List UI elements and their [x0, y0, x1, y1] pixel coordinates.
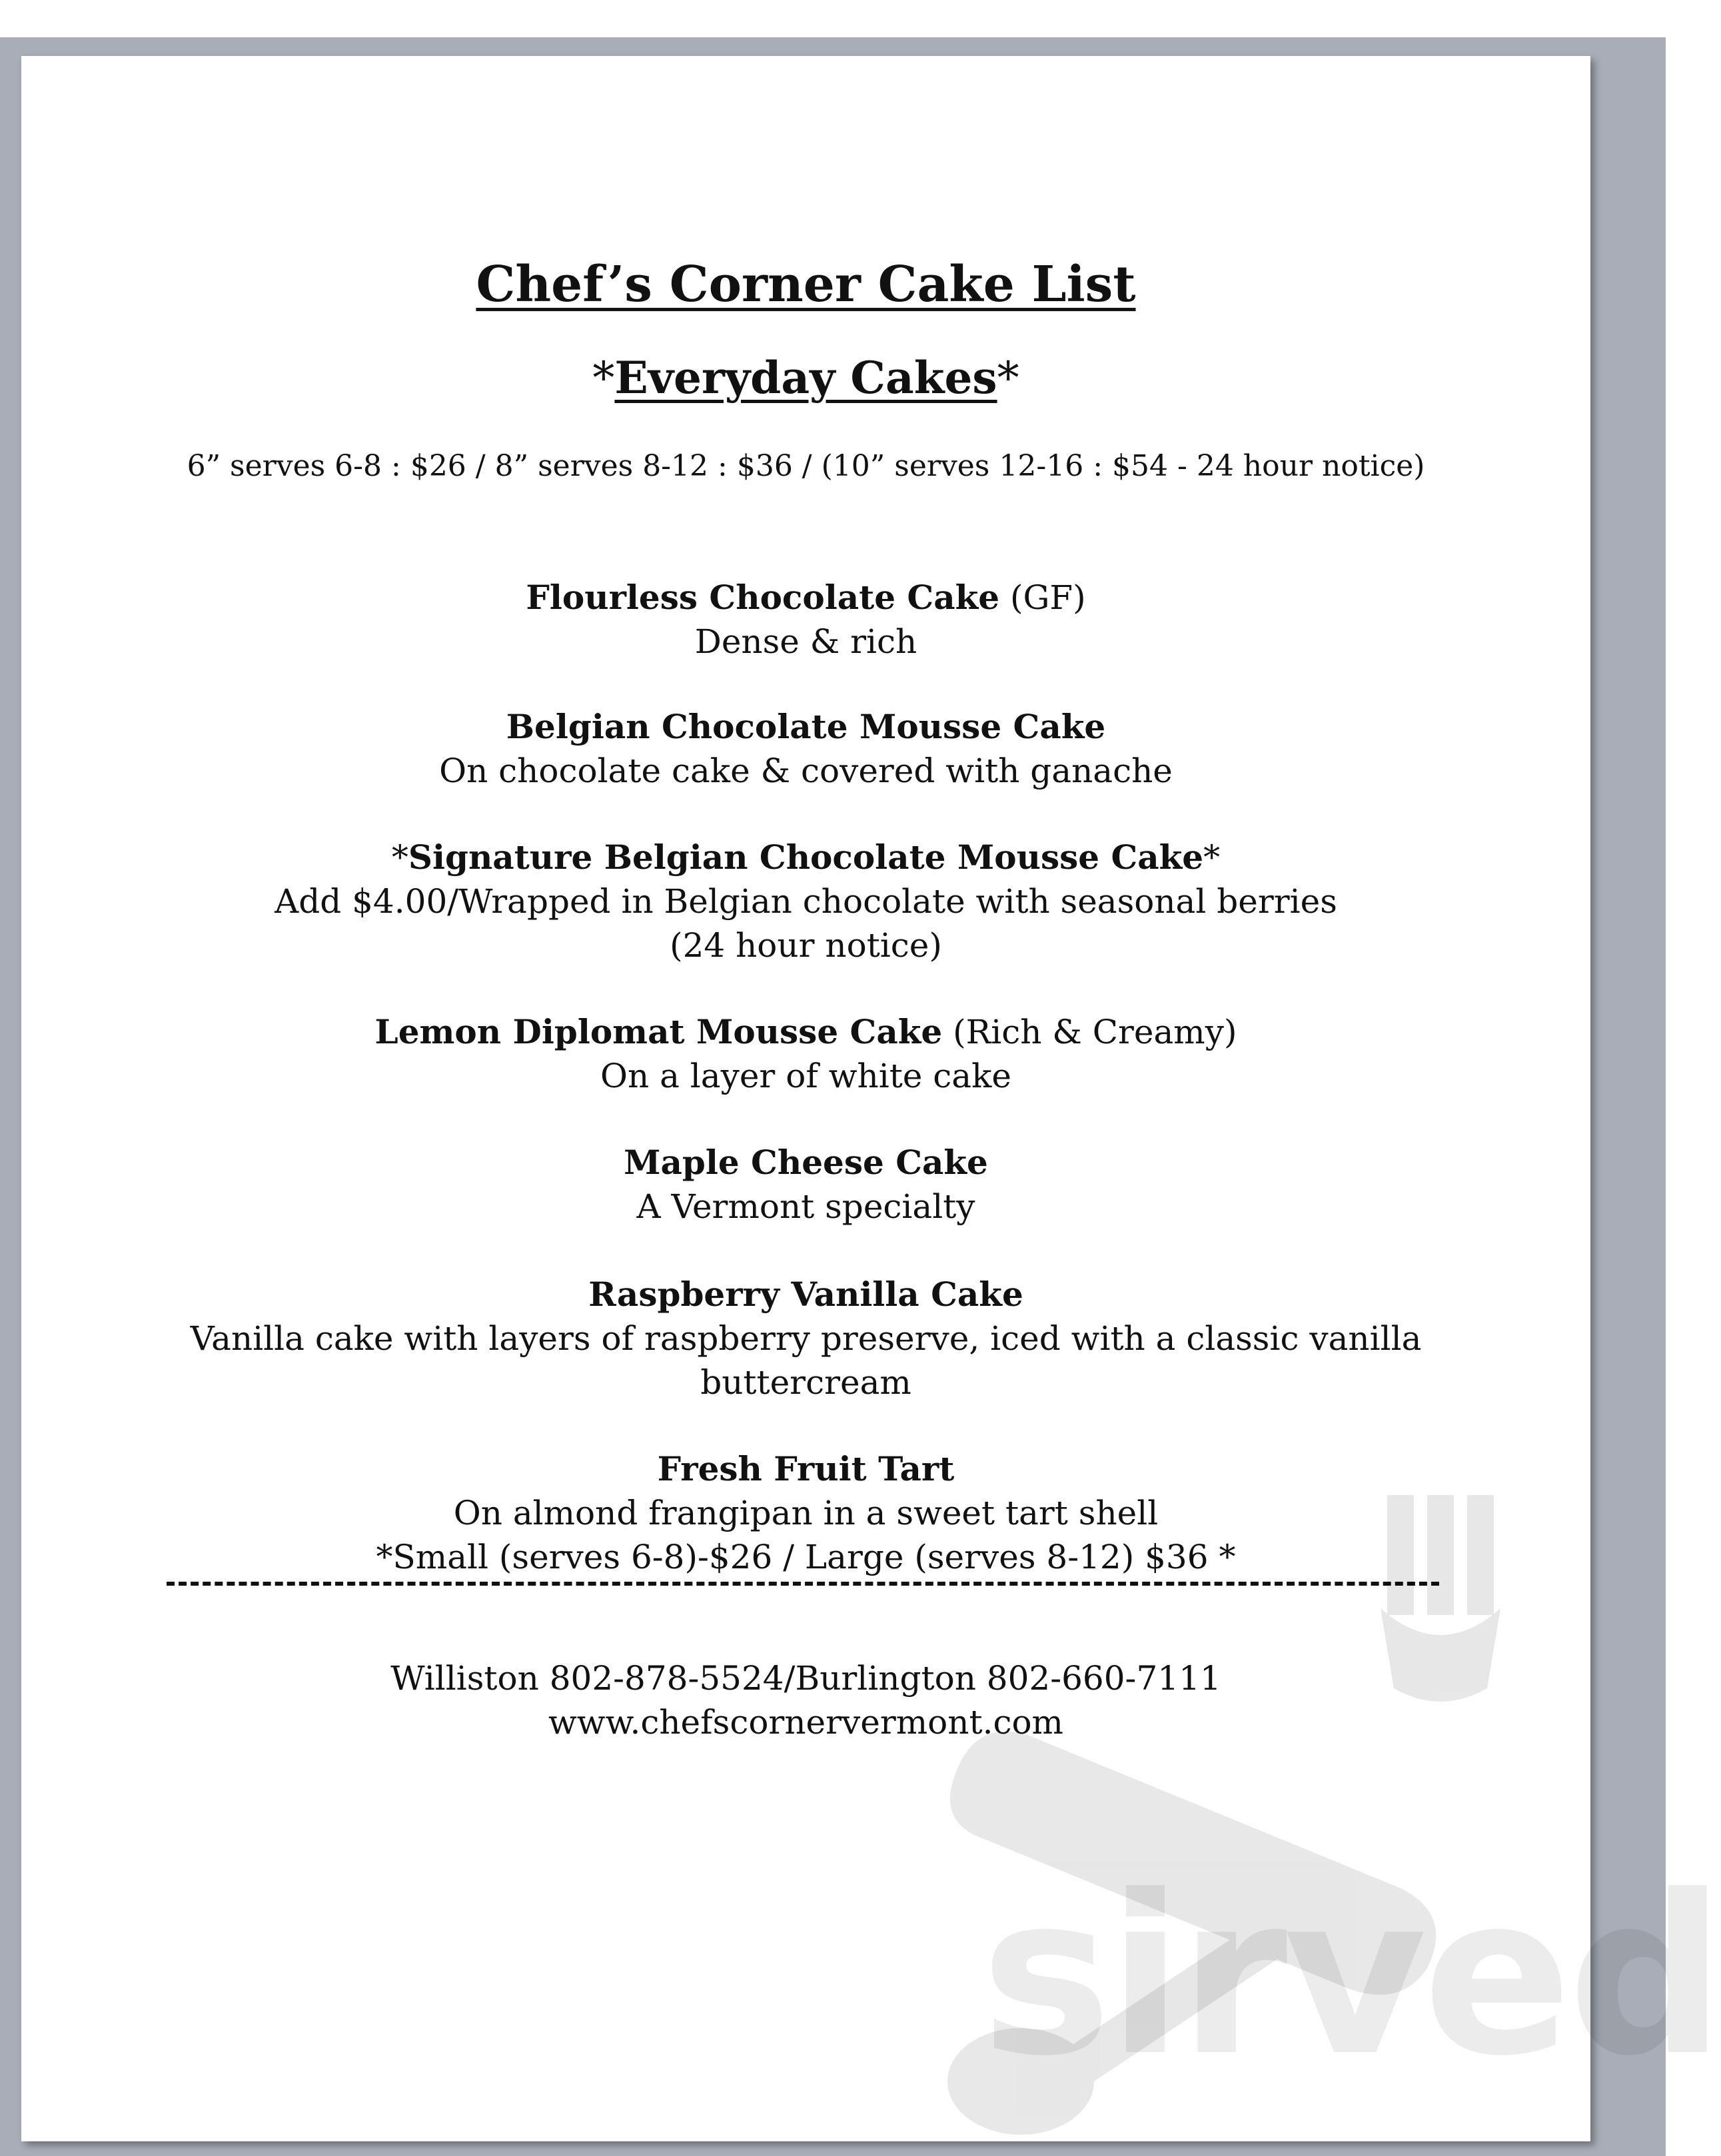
page-title: Chef’s Corner Cake List	[476, 256, 1136, 313]
watermark-text: sirved	[981, 1848, 1721, 2104]
item-heading	[21, 1141, 1590, 1185]
item-name-suffix: *	[1203, 838, 1221, 877]
item-heading	[21, 1447, 1590, 1491]
item-name-suffix: (GF)	[999, 578, 1086, 617]
contact-phones: Williston 802-878-5524/Burlington 802-660-7111	[390, 1659, 1221, 1698]
item-heading	[21, 1010, 1590, 1054]
heading-text: Everyday Cakes	[614, 352, 997, 404]
item-heading	[21, 1273, 1590, 1317]
item-description: Add $4.00/Wrapped in Belgian chocolate with seasonal berries	[275, 882, 1337, 921]
item-heading	[21, 705, 1590, 749]
menu-item	[21, 576, 1590, 664]
menu-item	[21, 1010, 1590, 1098]
item-description: On a layer of white cake	[600, 1057, 1011, 1095]
item-name: Maple Cheese Cake	[624, 1143, 988, 1182]
item-name-prefix: *	[391, 838, 408, 877]
item-heading	[21, 835, 1590, 879]
item-description: On almond frangipan in a sweet tart shell	[453, 1494, 1159, 1532]
item-name: Raspberry Vanilla Cake	[588, 1275, 1023, 1314]
item-name: Signature Belgian Chocolate Mousse Cake	[408, 837, 1204, 877]
heading-prefix: *	[592, 352, 615, 404]
menu-item	[21, 835, 1590, 967]
item-description: Dense & rich	[694, 622, 917, 661]
item-heading	[21, 576, 1590, 620]
item-name: Belgian Chocolate Mousse Cake	[506, 707, 1106, 746]
item-description: (24 hour notice)	[670, 926, 942, 965]
item-description: *Small (serves 6-8)-$26 / Large (serves 8-12) $36 *	[376, 1538, 1236, 1576]
size-price-line: 6” serves 6-8 : $26 / 8” serves 8-12 : $36 / (10” serves 12-16 : $54 - 24 hour notice)	[187, 449, 1425, 483]
item-name-suffix: (Rich & Creamy)	[942, 1013, 1237, 1051]
contact-website: www.chefscornervermont.com	[548, 1703, 1063, 1742]
item-name: Lemon Diplomat Mousse Cake	[374, 1012, 943, 1051]
item-description: On chocolate cake & covered with ganache	[439, 752, 1173, 790]
menu-page	[21, 56, 1721, 2141]
item-description: Vanilla cake with layers of raspberry preserve, iced with a classic vanilla	[190, 1319, 1422, 1358]
menu-item	[21, 1141, 1590, 1229]
item-name: Flourless Chocolate Cake	[526, 578, 1000, 617]
menu-item	[21, 705, 1590, 793]
item-name: Fresh Fruit Tart	[657, 1449, 955, 1488]
item-description: buttercream	[700, 1363, 911, 1402]
heading-suffix: *	[997, 352, 1019, 404]
section-heading	[21, 352, 1590, 404]
item-description: A Vermont specialty	[636, 1187, 975, 1226]
menu-item	[21, 1273, 1590, 1404]
